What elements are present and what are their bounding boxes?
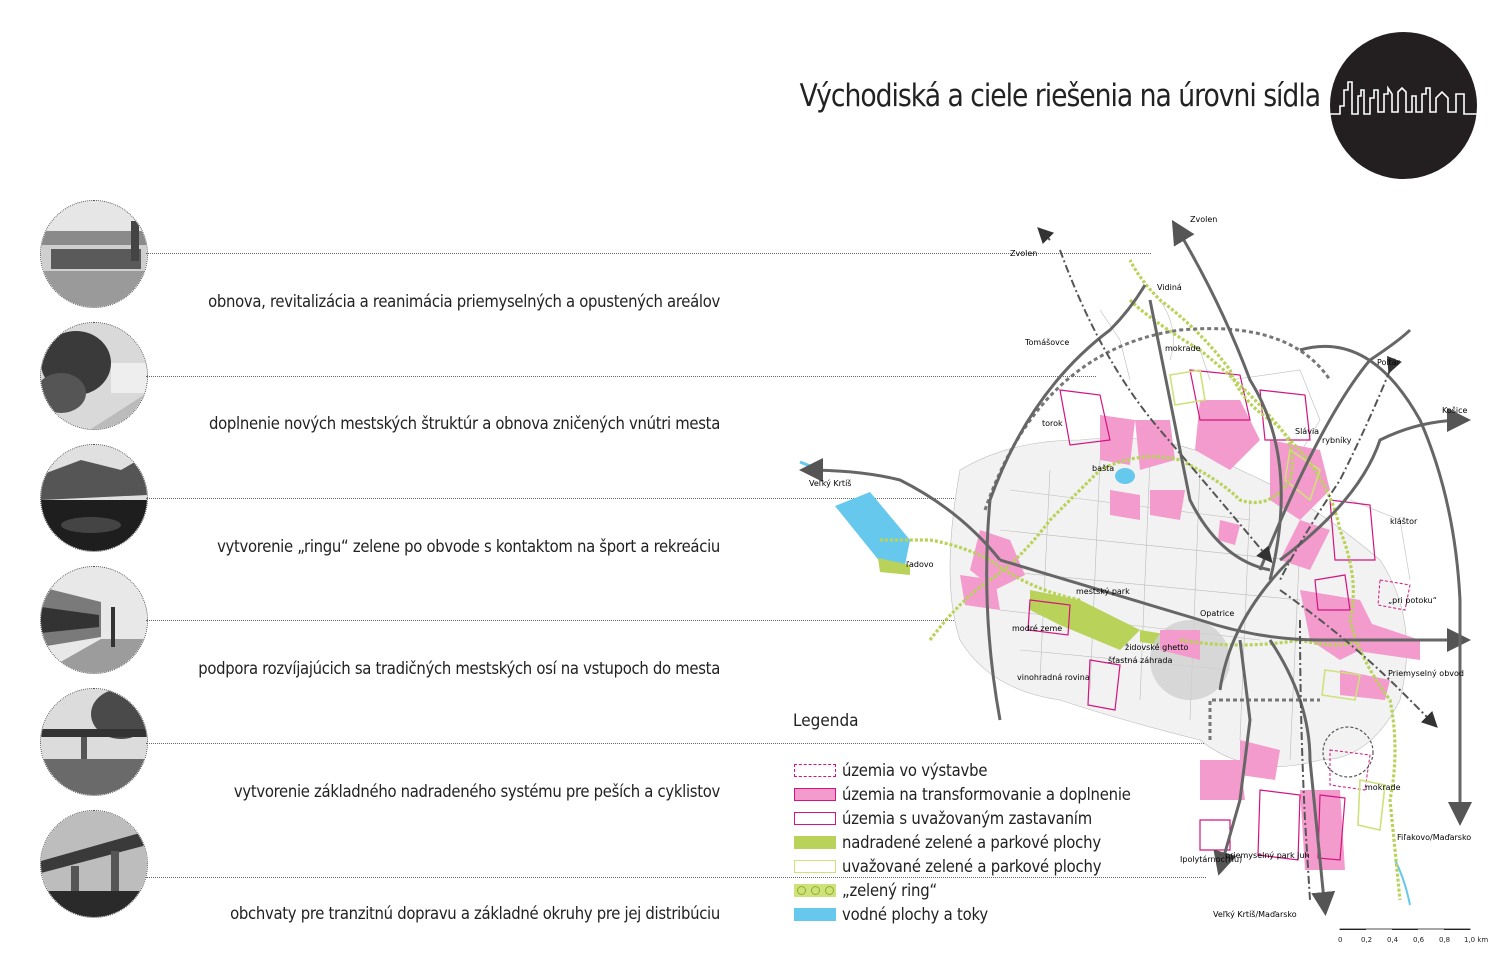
goal-text-3: vytvorenie „ringu“ zelene po obvode s kontaktom na šport a rekreáciu	[217, 537, 720, 556]
scale-label-1: 0,2	[1361, 936, 1373, 944]
legend-item-transform	[794, 783, 1131, 805]
legend-item-construction	[794, 759, 987, 781]
map-label-mokrade-south: mokrade	[1365, 783, 1401, 792]
map-label-modre-zeme: modré zeme	[1012, 624, 1063, 633]
map-label-opatrice: Opatrice	[1200, 609, 1235, 618]
map-label-tomasovce: Tomášovce	[1025, 338, 1070, 347]
legend-label: vodné plochy a toky	[842, 904, 988, 924]
map-label-poltar: Poltár	[1377, 358, 1400, 367]
map-label-stastna-zahrada: šťastná záhrada	[1108, 656, 1173, 665]
legend-label: územia vo výstavbe	[842, 760, 988, 780]
map-label-velky-krtis-south: Veľký Krtíš/Maďarsko	[1213, 910, 1297, 919]
map-label-kosice: Košice	[1442, 406, 1468, 415]
pink-outline-swatch-icon	[794, 812, 836, 825]
goal-text-2: doplnenie nových mestských štruktúr a obnova zničených vnútri mesta	[209, 414, 720, 433]
green-fill-swatch-icon	[794, 836, 836, 849]
scale-bar	[1340, 929, 1470, 930]
map-label-mokrade-north: mokrade	[1165, 344, 1201, 353]
footbridge-photo-icon	[40, 688, 148, 796]
map-label-priemyselny-park: priemyselný park juh	[1225, 851, 1310, 860]
scale-label-2: 0,4	[1387, 936, 1399, 944]
map-label-ladovo: ľadovo	[906, 560, 934, 569]
skyline-logo	[1330, 32, 1477, 179]
dashed-outline-swatch-icon	[794, 764, 836, 777]
water-area	[835, 492, 910, 568]
map-label-zvolen-top: Zvolen	[1190, 215, 1218, 224]
scale-label-4: 0,8	[1439, 936, 1451, 944]
map-label-velky-krtis-west: Veľký Krtíš	[809, 479, 852, 488]
map-label-zvolen-left: Zvolen	[1010, 249, 1038, 258]
map-label-vidina: Vidiná	[1157, 283, 1182, 292]
legend-item-green-ring	[794, 879, 937, 901]
map-label-zidovske-ghetto: židovské ghetto	[1125, 643, 1189, 652]
map-label-ipolytarnoc: Ipolytárnoc(Hu)	[1180, 855, 1243, 864]
legend-label: uvažované zelené a parkové plochy	[842, 856, 1102, 876]
goal-text-5: vytvorenie základného nadradeného systému pre peších a cyklistov	[233, 782, 720, 801]
legend-label: nadradené zelené a parkové plochy	[842, 832, 1101, 852]
map-label-vinohradna-rovina: vinohradná rovina	[1017, 673, 1090, 682]
goal-text-1: obnova, revitalizácia a reanimácia priemyselných a opustených areálov	[208, 292, 720, 311]
city-skyline-icon	[1330, 32, 1477, 179]
legend-item-green-parks	[794, 831, 1101, 853]
green-outline-swatch-icon	[794, 860, 836, 873]
map-label-mestsky-park: mestský park	[1076, 587, 1130, 596]
legend-title: Legenda	[793, 711, 859, 731]
river-photo-icon	[40, 444, 148, 552]
city-street-photo-icon	[40, 566, 148, 674]
green-ring-swatch-icon	[794, 884, 836, 897]
pink-fill-swatch-icon	[794, 788, 836, 801]
scale-label-3: 0,6	[1413, 936, 1425, 944]
map-label-klastor: kláštor	[1390, 517, 1418, 526]
map-label-slavia: Slávia	[1295, 427, 1320, 436]
scale-label-5: 1,0 km	[1464, 936, 1489, 944]
goal-text-6: obchvaty pre tranzitnú dopravu a základné okruhy pre jej distribúciu	[230, 904, 720, 923]
goal-text-4: podpora rozvíjajúcich sa tradičných mestských osí na vstupoch do mesta	[198, 659, 720, 678]
legend-item-considered-development	[794, 807, 1092, 829]
blue-fill-swatch-icon	[794, 908, 836, 921]
legend-label: územia s uvažovaným zastavaním	[842, 808, 1092, 828]
map-label-basta: bašta	[1092, 464, 1115, 473]
map-label-torok: torok	[1042, 419, 1063, 428]
map-label-rybniky: rybníky	[1322, 436, 1352, 445]
overpass-photo-icon	[40, 810, 148, 918]
legend-item-considered-green	[794, 855, 1101, 877]
map-label-pri-potoku: „pri potoku“	[1388, 596, 1437, 605]
map-label-filakovo: Fiľakovo/Maďarsko	[1397, 833, 1472, 842]
legend-label: územia na transformovanie a doplnenie	[842, 784, 1131, 804]
legend-label: „zelený ring“	[842, 880, 937, 900]
page-title: Východiská a ciele riešenia na úrovni sídla	[799, 78, 1320, 114]
map-label-priemyselny-obvod: Priemyselný obvod	[1388, 669, 1464, 678]
scale-label-0: 0	[1338, 936, 1343, 944]
legend-item-water	[794, 903, 988, 925]
